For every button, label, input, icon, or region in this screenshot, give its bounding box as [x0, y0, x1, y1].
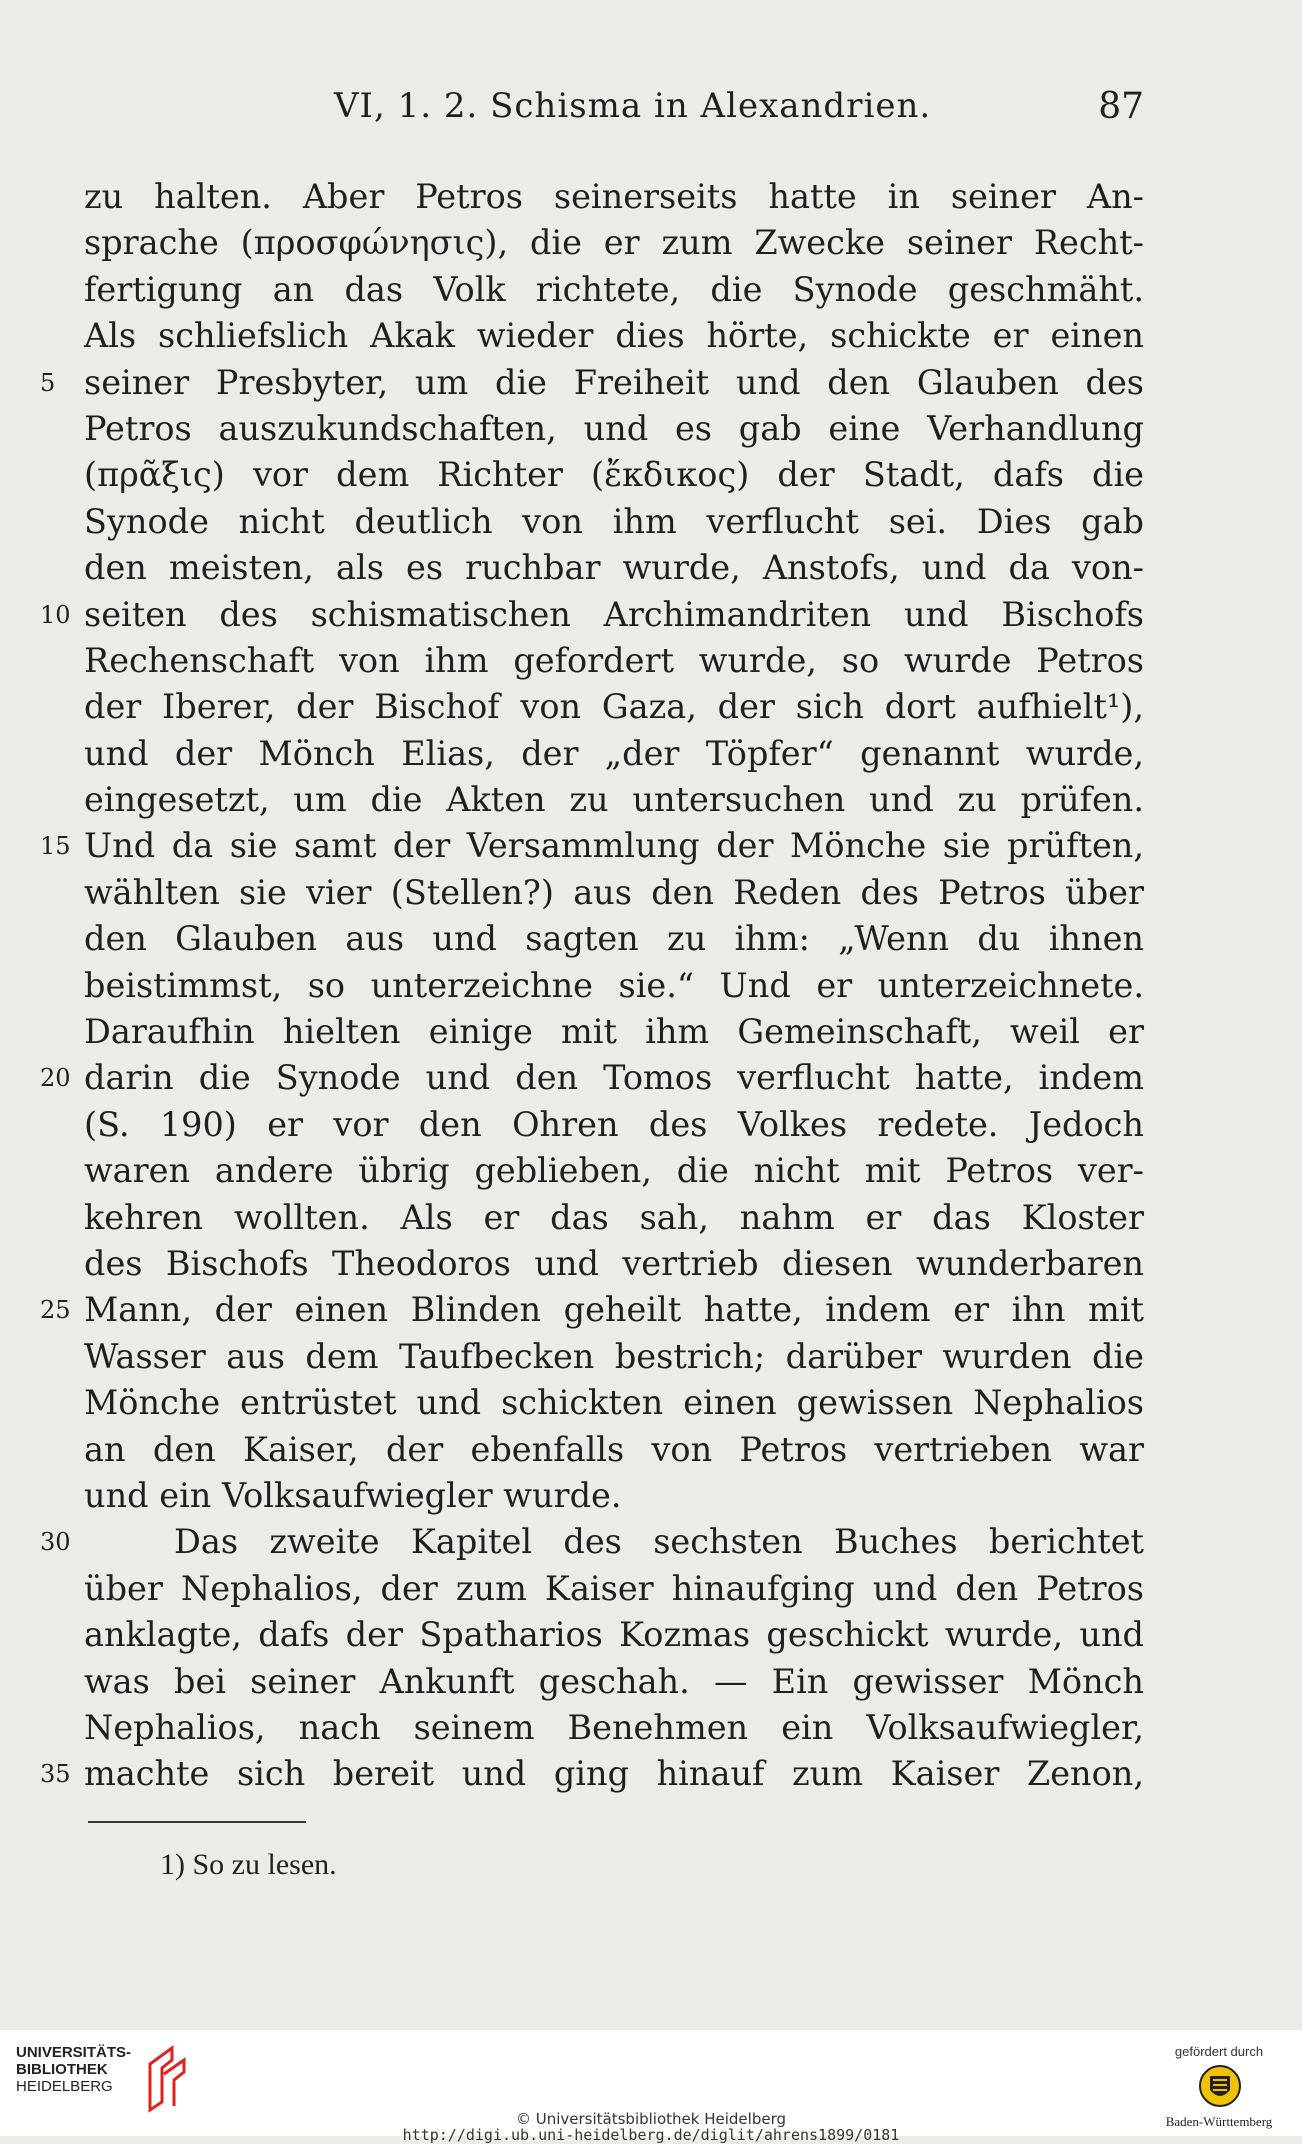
line-text: (S. 190) er vor den Ohren des Volkes redete. Jedoch — [84, 1104, 1144, 1144]
text-line — [84, 1102, 1144, 1148]
line-text: darin die Synode und den Tomos verflucht hatte, indem — [84, 1058, 1144, 1098]
line-text: des Bischofs Theodoros und vertrieb diesen wunderbaren — [84, 1243, 1144, 1283]
line-text: und ein Volksaufwiegler wurde. — [84, 1475, 622, 1515]
line-number: 20 — [40, 1064, 71, 1093]
line-text: über Nephalios, der zum Kaiser hinaufging und den Petros — [84, 1568, 1144, 1608]
line-text: fertigung an das Volk richtete, die Synode geschmäht. — [84, 269, 1144, 309]
text-line — [84, 777, 1144, 823]
line-number: 35 — [40, 1760, 71, 1789]
text-line — [84, 406, 1144, 452]
running-title: VI, 1. 2. Schisma in Alexandrien. — [334, 86, 932, 126]
text-line — [40, 360, 1144, 406]
line-number: 30 — [40, 1528, 71, 1557]
text-line — [84, 267, 1144, 313]
line-text: seiten des schismatischen Archimandriten und Bischofs — [84, 594, 1144, 634]
text-line — [84, 963, 1144, 1009]
text-line — [84, 1612, 1144, 1658]
line-text: Als schliefslich Akak wieder dies hörte, schickte er einen — [84, 316, 1144, 356]
line-text: Rechenschaft von ihm gefordert wurde, so wurde Petros — [84, 640, 1144, 680]
text-line — [84, 1659, 1144, 1705]
line-text: Wasser aus dem Taufbecken bestrich; darüber wurden die — [84, 1336, 1144, 1376]
line-text: Mann, der einen Blinden geheilt hatte, indem er ihn mit — [84, 1290, 1144, 1330]
line-text: wählten sie vier (Stellen?) aus den Reden des Petros über — [84, 872, 1144, 912]
text-line — [84, 313, 1144, 359]
text-line — [84, 1009, 1144, 1055]
line-text: seiner Presbyter, um die Freiheit und den Glauben des — [84, 362, 1144, 402]
page-header — [84, 86, 1144, 136]
line-text: sprache (προσφώνησις), die er zum Zwecke seiner Recht- — [84, 223, 1144, 263]
text-line — [84, 1705, 1144, 1751]
text-line — [84, 1148, 1144, 1194]
library-name-line2: BIBLIOTHEK — [16, 2061, 108, 2078]
page-number: 87 — [1098, 86, 1144, 127]
line-text: den Glauben aus und sagten zu ihm: „Wenn du ihnen — [84, 919, 1144, 959]
line-number: 15 — [40, 832, 71, 861]
line-text: Und da sie samt der Versammlung der Mönche sie prüften, — [84, 826, 1144, 866]
text-line — [84, 499, 1144, 545]
text-line — [84, 1380, 1144, 1426]
line-text: Mönche entrüstet und schickten einen gewissen Nephalios — [84, 1383, 1144, 1423]
text-line — [84, 452, 1144, 498]
copyright-notice: © Universitätsbibliothek Heidelberg — [515, 2110, 786, 2128]
line-text: Synode nicht deutlich von ihm verflucht sei. Dies gab — [84, 501, 1144, 541]
library-name-line1: UNIVERSITÄTS- — [16, 2044, 132, 2061]
line-text: zu halten. Aber Petros seinerseits hatte in seiner An- — [84, 177, 1144, 216]
sponsor-badge — [1154, 2044, 1284, 2130]
text-line — [40, 592, 1144, 638]
body-text — [40, 174, 1144, 1798]
text-line — [40, 823, 1144, 869]
permalink-url[interactable]: http://digi.ub.uni-heidelberg.de/diglit/ahrens1899/0181 — [402, 2126, 900, 2144]
line-text: Nephalios, nach seinem Benehmen ein Volksaufwiegler, — [84, 1707, 1144, 1747]
line-text: an den Kaiser, der ebenfalls von Petros vertrieben war — [84, 1429, 1144, 1469]
line-number: 10 — [40, 600, 71, 629]
line-text: kehren wollten. Als er das sah, nahm er das Kloster — [84, 1197, 1144, 1237]
line-number: 5 — [40, 368, 56, 397]
text-line — [84, 1473, 1144, 1519]
text-line — [84, 1334, 1144, 1380]
text-line — [84, 174, 1144, 220]
library-name — [16, 2044, 131, 2095]
footnote-rule — [88, 1821, 306, 1823]
text-line — [84, 1427, 1144, 1473]
sponsor-label: gefördert durch — [1174, 2044, 1264, 2059]
line-text: der Iberer, der Bischof von Gaza, der sich dort aufhielt¹), — [84, 687, 1144, 727]
line-text: anklagte, dafs der Spatharios Kozmas geschickt wurde, und — [84, 1615, 1144, 1655]
line-text: den meisten, als es ruchbar wurde, Anstofs, und da von- — [84, 548, 1144, 588]
line-text: Daraufhin hielten einige mit ihm Gemeinschaft, weil er — [84, 1012, 1144, 1052]
text-line — [84, 638, 1144, 684]
line-text: waren andere übrig geblieben, die nicht mit Petros ver- — [84, 1151, 1144, 1191]
line-text: (πρᾶξις) vor dem Richter (ἔκδικος) der Stadt, dafs die — [84, 455, 1144, 495]
text-line — [84, 220, 1144, 266]
text-line — [84, 684, 1144, 730]
state-coat-of-arms-icon — [1198, 2064, 1242, 2108]
text-line — [84, 1566, 1144, 1612]
line-text: beistimmst, so unterzeichne sie.“ Und er unterzeichnete. — [84, 965, 1144, 1005]
line-text: Petros auszukundschaften, und es gab eine Verhandlung — [84, 408, 1144, 448]
text-line — [40, 1287, 1144, 1333]
line-text: was bei seiner Ankunft geschah. — Ein gewisser Mönch — [84, 1661, 1144, 1701]
footnote: 1) So zu lesen. — [160, 1848, 337, 1881]
line-text: eingesetzt, um die Akten zu untersuchen und zu prüfen. — [84, 780, 1144, 820]
line-text: Das zweite Kapitel des sechsten Buches berichtet — [174, 1522, 1144, 1562]
footer-bar — [0, 2030, 1302, 2144]
library-mark-icon — [142, 2044, 192, 2114]
text-line — [84, 1195, 1144, 1241]
text-line — [40, 1519, 1144, 1565]
text-line — [84, 916, 1144, 962]
line-text: und der Mönch Elias, der „der Töpfer“ genannt wurde, — [84, 733, 1144, 773]
sponsor-name: Baden-Württemberg — [1165, 2114, 1273, 2129]
line-text: machte sich bereit und ging hinauf zum Kaiser Zenon, — [84, 1754, 1144, 1794]
text-line — [84, 731, 1144, 777]
text-line — [40, 1055, 1144, 1101]
text-line — [84, 870, 1144, 916]
line-number: 25 — [40, 1296, 71, 1325]
text-line — [84, 545, 1144, 591]
text-line — [84, 1241, 1144, 1287]
library-name-line3: HEIDELBERG — [16, 2078, 113, 2095]
text-line — [40, 1751, 1144, 1797]
